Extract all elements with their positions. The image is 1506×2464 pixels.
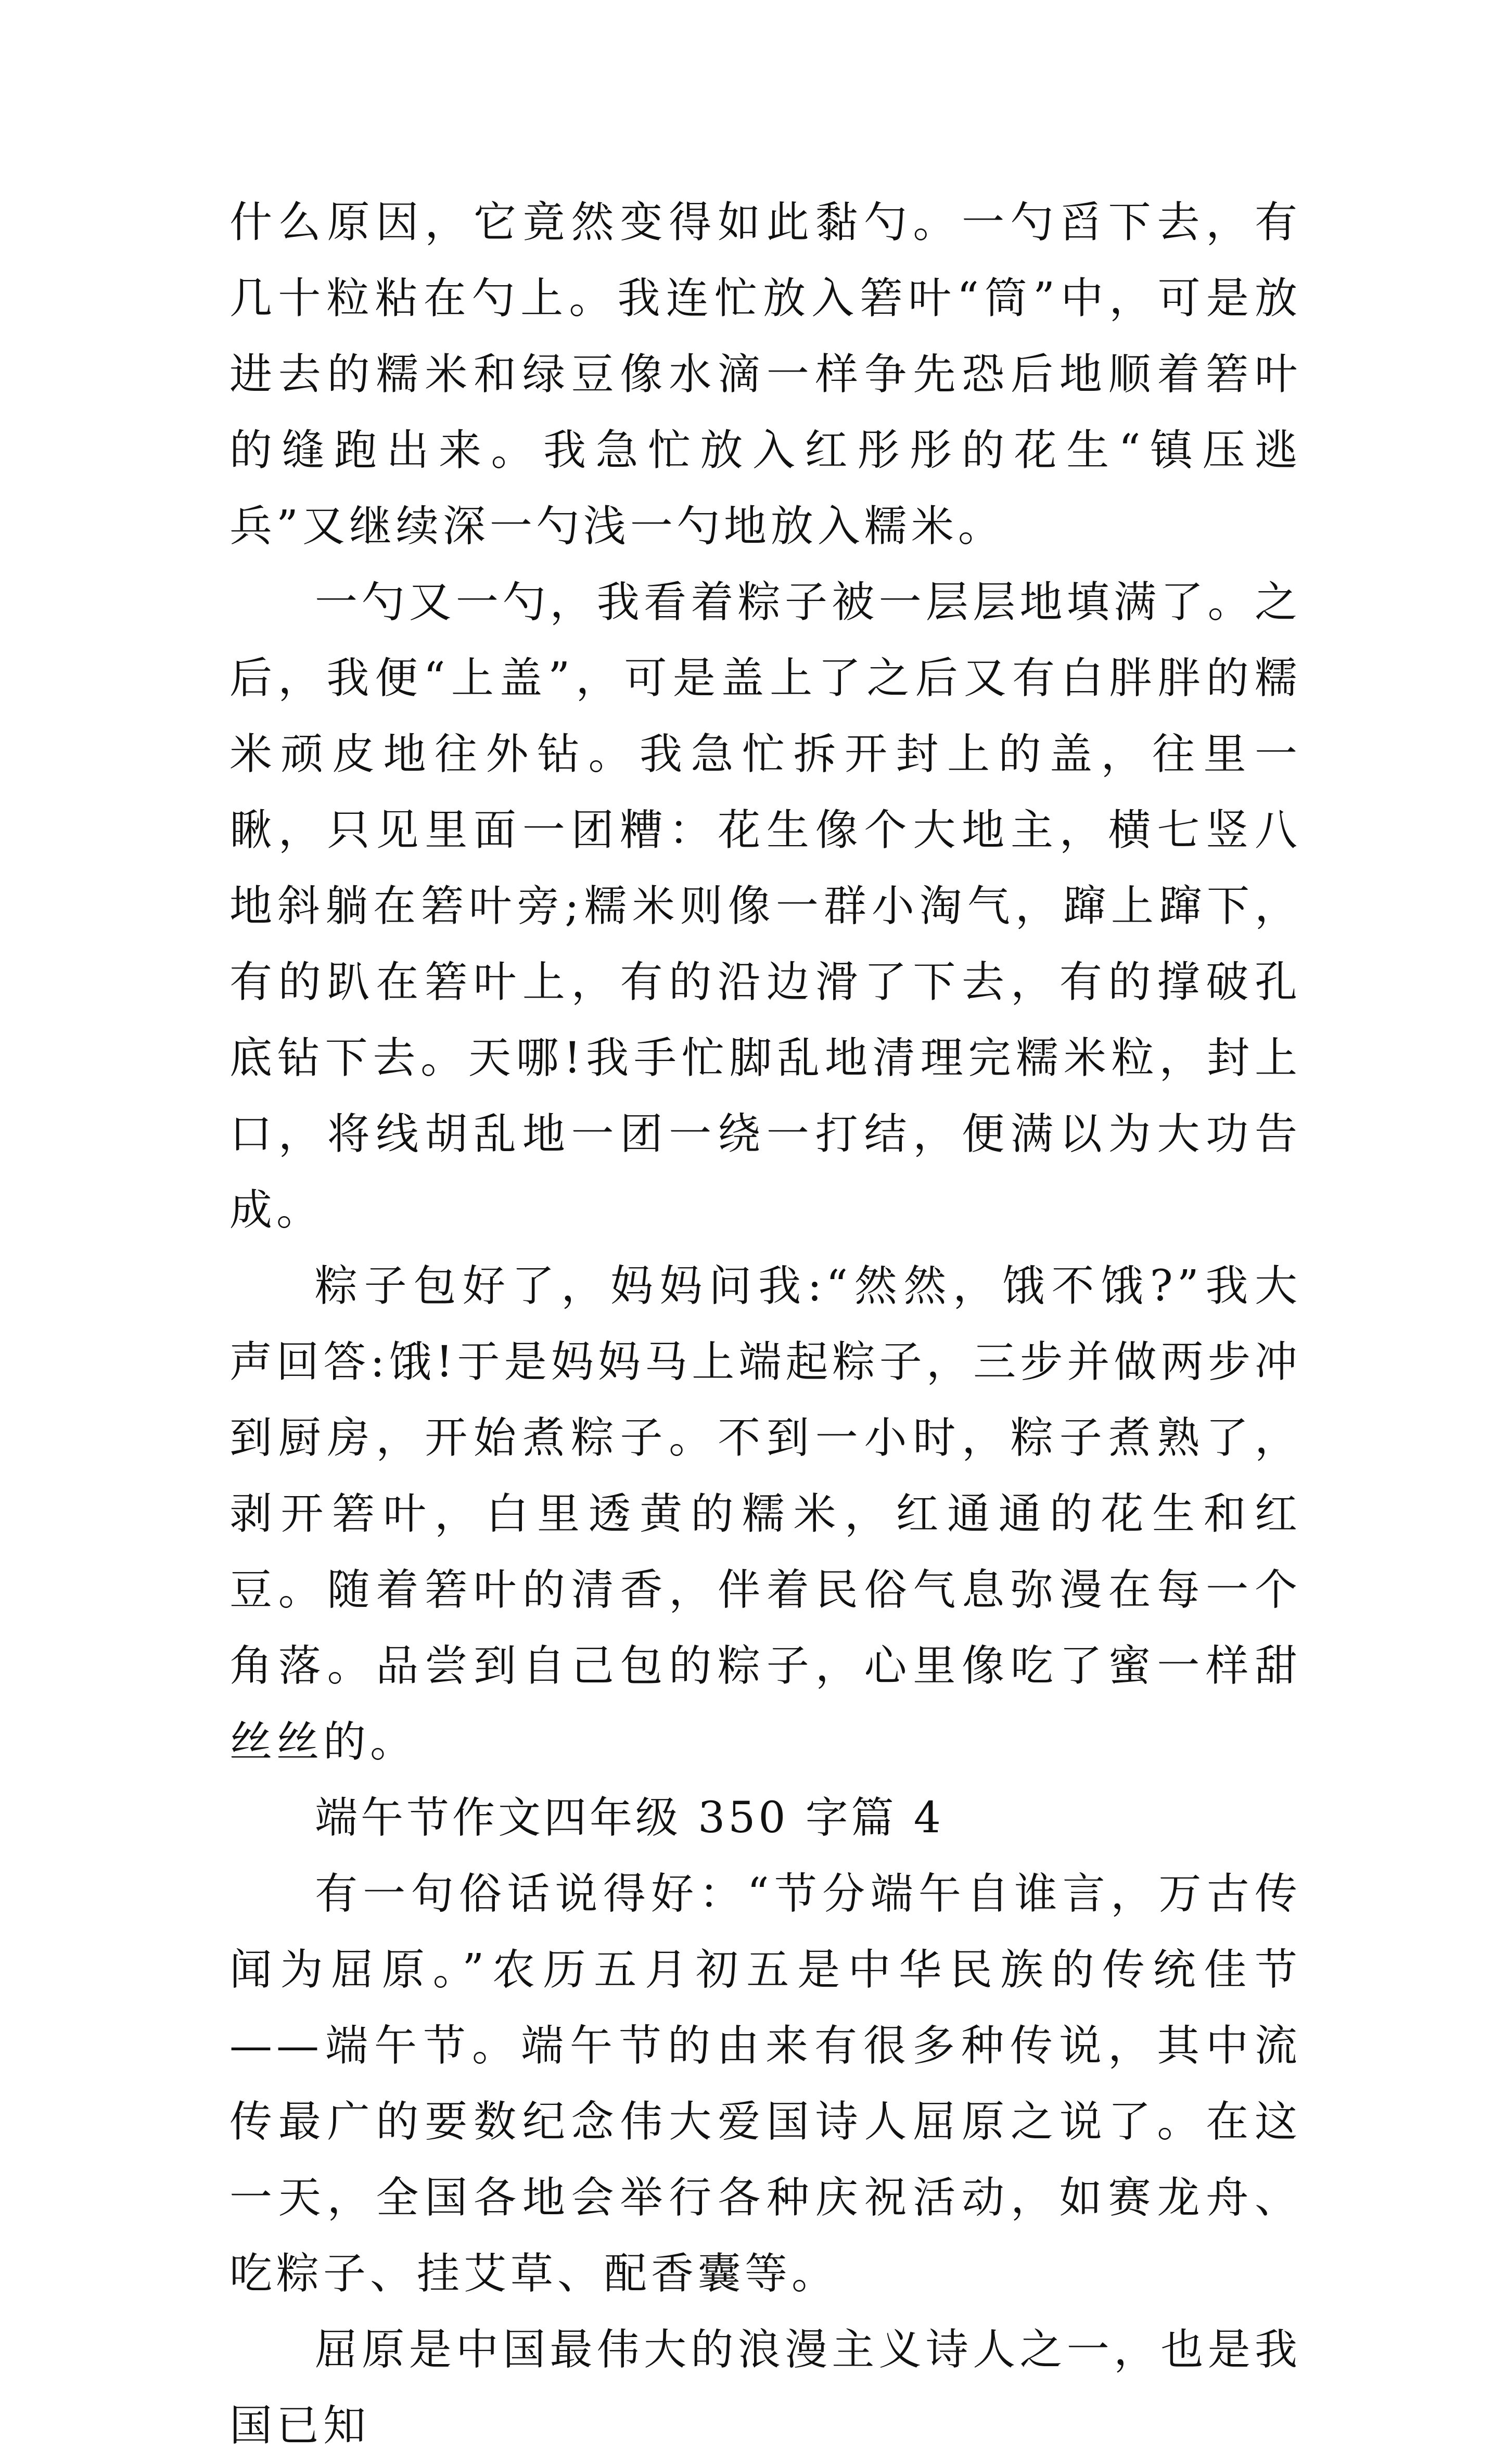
document-page	[229, 185, 1301, 2464]
paragraph-filling-zongzi: 一勺又一勺，我看着粽子被一层层地填满了。之后，我便“上盖”，可是盖上了之后又有白胖胖的糯米顽皮地往外钻。我急忙拆开封上的盖，往里一瞅，只见里面一团糟：花生像个大地主，横七竖八地斜躺在箬叶旁;糯米则像一群小淘气，蹿上蹿下，有的趴在箬叶上，有的沿边滑了下去，有的撑破孔底钻下去。天哪!我手忙脚乱地清理完糯米粒，封上口，将线胡乱地一团一绕一打结，便满以为大功告成。	[229, 578, 1301, 1235]
paragraph-qu-yuan: 屈原是中国最伟大的浪漫主义诗人之一，也是我国已知	[229, 2325, 1301, 2450]
section-title: 端午节作文四年级 350 字篇 4	[315, 1793, 944, 1843]
paragraph-cooking-zongzi: 粽子包好了，妈妈问我:“然然，饿不饿?”我大声回答:饿!于是妈妈马上端起粽子，三步并做两步冲到厨房，开始煮粽子。不到一小时，粽子煮熟了，剥开箬叶，白里透黄的糯米，红通通的花生和红豆。随着箬叶的清香，伴着民俗气息弥漫在每一个角落。品尝到自己包的粽子，心里像吃了蜜一样甜丝丝的。	[229, 1261, 1301, 1767]
paragraph-festival-intro: 有一句俗话说得好：“节分端午自谁言，万古传闻为屈原。”农历五月初五是中华民族的传统佳节——端午节。端午节的由来有很多种传说，其中流传最广的要数纪念伟大爱国诗人屈原之说了。在这一天，全国各地会举行各种庆祝活动，如赛龙舟、吃粽子、挂艾草、配香囊等。	[229, 1869, 1301, 2299]
paragraph-continuation: 什么原因，它竟然变得如此黏勺。一勺舀下去，有几十粒粘在勺上。我连忙放入箬叶“筒”中，可是放进去的糯米和绿豆像水滴一样争先恐后地顺着箬叶的缝跑出来。我急忙放入红彤彤的花生“镇压逃兵”又继续深一勺浅一勺地放入糯米。	[229, 198, 1301, 551]
